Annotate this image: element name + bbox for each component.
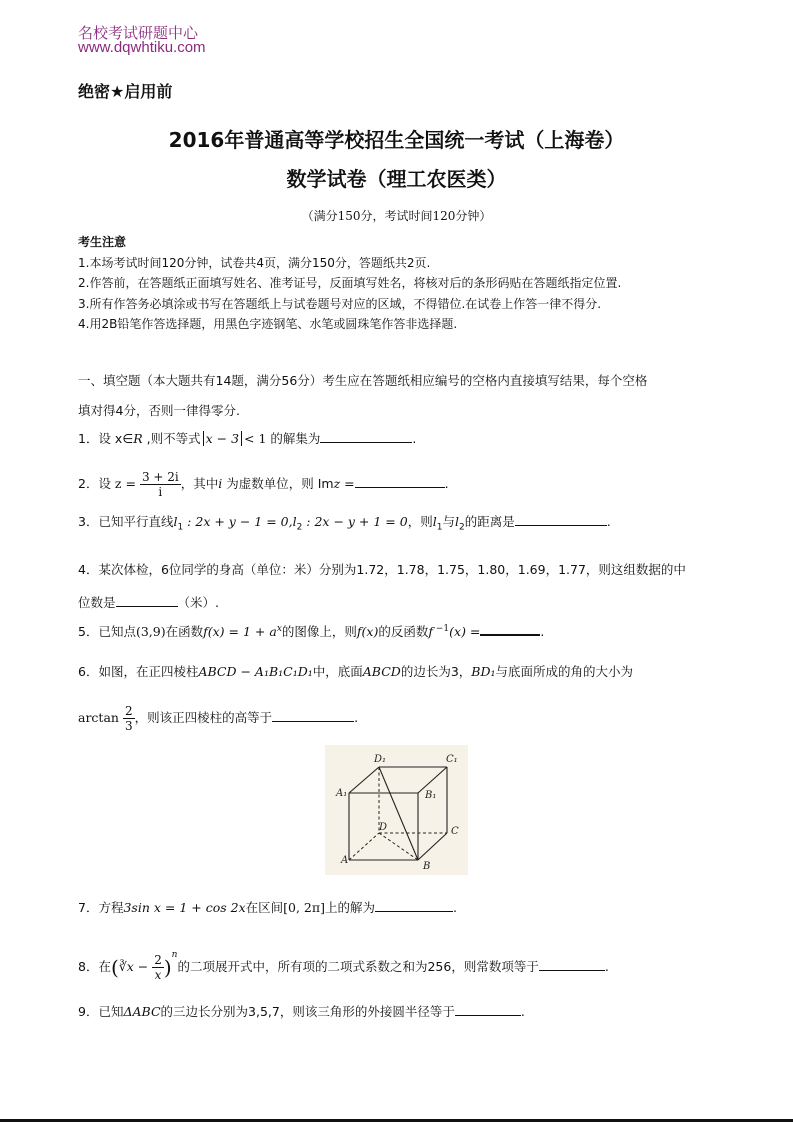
prism-diagram xyxy=(325,745,468,875)
secret-label: 绝密★启用前 xyxy=(78,82,173,101)
score-info: （满分150分，考试时间120分钟） xyxy=(301,209,492,223)
q-text: . xyxy=(412,431,417,446)
label-A: A xyxy=(341,855,349,866)
label-B1: B₁ xyxy=(425,790,437,801)
q-text: 已知平行直线 xyxy=(98,514,174,529)
q-text: （米）. xyxy=(177,595,219,610)
question-number: 3． xyxy=(78,514,99,529)
answer-blank[interactable] xyxy=(375,899,453,912)
edge-a1d1 xyxy=(349,767,379,793)
numerator: 2 xyxy=(154,953,162,967)
notes-item: 1.本场考试时间120分钟，试卷共4页，满分150分，答题纸共2页. xyxy=(78,255,431,270)
label-C: C xyxy=(451,826,459,837)
answer-blank[interactable] xyxy=(320,430,412,443)
math-l: l xyxy=(292,514,297,529)
function: (x) = xyxy=(449,624,481,639)
prism-figure xyxy=(325,745,468,875)
edge-ad xyxy=(349,833,379,860)
math-arctan: arctan xyxy=(78,710,119,725)
equation: : 2x − y + 1 = 0 xyxy=(302,514,408,529)
q-text: 与 xyxy=(442,514,455,529)
math-R: R xyxy=(133,431,143,446)
question-number: 8． xyxy=(78,959,99,974)
question-number: 1． xyxy=(78,431,99,446)
watermark-name: 名校考试研题中心 xyxy=(78,24,199,42)
notes-heading: 考生注意 xyxy=(78,235,127,249)
paren-open: ( xyxy=(110,955,119,980)
answer-blank[interactable] xyxy=(480,622,540,636)
q-text: 已知点 xyxy=(98,624,136,639)
q-text: 中，底面 xyxy=(312,664,363,679)
page-title: 2016年普通高等学校招生全国统一考试（上海卷） xyxy=(168,128,625,152)
q-text: ，则 xyxy=(407,514,433,529)
question-number: 2． xyxy=(78,476,99,491)
paren-close: ) xyxy=(163,955,172,980)
question-3 xyxy=(78,512,611,533)
q-text: 在函数 xyxy=(165,624,204,639)
question-5 xyxy=(78,622,544,640)
subscript: 2 xyxy=(458,522,465,533)
function: f xyxy=(428,624,433,639)
q-text: . xyxy=(606,514,611,529)
q-text: ，则该正四棱柱的高等于 xyxy=(134,710,273,725)
q-text: 的解集为 xyxy=(266,431,321,446)
q-text: 的边长为3， xyxy=(400,664,472,679)
q-text: 上的解为 xyxy=(324,900,375,915)
question-number: 5． xyxy=(78,624,99,639)
q-text: ,则不等式 xyxy=(142,431,201,446)
q-text: . xyxy=(540,624,545,639)
question-4 xyxy=(78,560,686,578)
question-9 xyxy=(78,1002,525,1020)
q-text: . xyxy=(444,476,449,491)
operator: − xyxy=(133,959,153,974)
label-B: B xyxy=(423,861,431,872)
q-text: 如图，在正四棱柱 xyxy=(98,664,199,679)
function: f(x) = 1 + a xyxy=(203,624,277,639)
q-text: 在 xyxy=(98,959,111,974)
abs-expression: x − 3 xyxy=(203,431,242,446)
answer-blank[interactable] xyxy=(272,709,354,722)
math-z: z xyxy=(333,476,341,491)
exam-notes xyxy=(78,232,621,335)
answer-blank[interactable] xyxy=(515,513,607,526)
q-text: 与底面所成的角的大小为 xyxy=(495,664,633,679)
q-text: . xyxy=(354,710,359,725)
exponent: n xyxy=(171,950,178,960)
watermark-url[interactable]: www.dqwhtiku.com xyxy=(78,39,206,56)
q-text: 设 z = xyxy=(98,476,140,491)
superscript: −1 xyxy=(433,623,450,634)
question-number: 4． xyxy=(78,562,99,577)
section-line: 填对得4分，否则一律得零分. xyxy=(78,403,240,418)
base-name: ABCD xyxy=(362,664,401,679)
label-D: D xyxy=(379,822,388,833)
q-text: 为虚数单位，则 Im xyxy=(222,476,334,491)
denominator: x xyxy=(154,968,162,982)
label-A1: A₁ xyxy=(336,788,348,799)
notes-item: 3.所有作答务必填涂或书写在答题纸上与试卷题号对应的区域，不得错位.在试卷上作答一律不得分. xyxy=(78,296,602,311)
answer-blank[interactable] xyxy=(455,1003,521,1016)
numerator: 2 xyxy=(124,704,133,718)
math-l: l xyxy=(454,514,459,529)
q-text: 方程 xyxy=(98,900,124,915)
label-D1: D₁ xyxy=(374,754,387,765)
subscript: 1 xyxy=(436,522,443,533)
answer-blank[interactable] xyxy=(116,594,178,607)
equation: 3sin x = 1 + cos 2x xyxy=(123,900,246,915)
q-text: ，其中 xyxy=(180,476,219,491)
q-text: . xyxy=(452,900,457,915)
q-text: . xyxy=(520,1004,525,1019)
q-text: 的图像上，则 xyxy=(281,624,357,639)
question-4-line2 xyxy=(78,593,219,611)
cube-root: ∛x xyxy=(118,959,134,974)
q-text: = xyxy=(340,476,355,491)
question-1 xyxy=(78,429,416,447)
question-number: 9． xyxy=(78,1004,99,1019)
denominator: i xyxy=(158,485,163,499)
prism-name: ABCD − A₁B₁C₁D₁ xyxy=(198,664,313,679)
fraction xyxy=(152,953,164,982)
question-number: 6． xyxy=(78,664,99,679)
interval: [0, 2π] xyxy=(283,900,325,915)
q-text: . xyxy=(604,959,609,974)
q-text: 在区间 xyxy=(245,900,284,915)
function: f(x) xyxy=(356,624,379,639)
page-subtitle: 数学试卷（理工农医类） xyxy=(286,167,507,191)
question-6 xyxy=(78,662,633,680)
equation: : 2x + y − 1 = 0, xyxy=(183,514,293,529)
q-text: 的二项展开式中，所有项的二项式系数之和为256，则常数项等于 xyxy=(177,959,539,974)
point: (3,9) xyxy=(135,624,166,639)
math-l: l xyxy=(432,514,437,529)
denominator: 3 xyxy=(124,719,133,733)
section-one-heading xyxy=(78,366,728,426)
fraction xyxy=(140,470,181,499)
subscript: 2 xyxy=(296,522,303,533)
q-text: 的反函数 xyxy=(378,624,429,639)
notes-item: 2.作答前，在答题纸正面填写姓名、准考证号，反面填写姓名，将核对后的条形码贴在答题纸指定位置. xyxy=(78,276,622,290)
question-6-line2 xyxy=(78,704,358,733)
q-text: 位数是 xyxy=(78,595,116,610)
notes-item: 4.用2B铅笔作答选择题，用黑色字迹钢笔、水笔或圆珠笔作答非选择题. xyxy=(78,317,458,331)
math-l: l xyxy=(173,514,178,529)
label-C1: C₁ xyxy=(446,754,458,765)
math-text: < 1 xyxy=(244,431,267,446)
q-text: 的三边长分别为3,5,7，则该三角形的外接圆半径等于 xyxy=(160,1004,455,1019)
q-text: 某次体检，6位同学的身高（单位：米）分别为1.72，1.78，1.75，1.80，1.69，1.77，则这组数据的中 xyxy=(98,562,686,577)
answer-blank[interactable] xyxy=(355,475,445,488)
question-2 xyxy=(78,470,449,499)
numerator: 3 + 2i xyxy=(141,470,179,484)
math-i: i xyxy=(218,476,223,491)
question-number: 7． xyxy=(78,900,99,915)
q-text: 的距离是 xyxy=(464,514,515,529)
question-8 xyxy=(78,950,609,982)
q-text: 已知 xyxy=(98,1004,124,1019)
edge-bc xyxy=(418,833,447,860)
triangle-name: ΔABC xyxy=(123,1004,161,1019)
fraction xyxy=(123,704,135,733)
question-7 xyxy=(78,898,457,916)
subscript: 1 xyxy=(177,522,184,533)
superscript: x xyxy=(276,623,282,634)
segment-name: BD₁ xyxy=(471,664,496,679)
q-text: 设 x∈ xyxy=(98,431,134,446)
answer-blank[interactable] xyxy=(539,958,605,971)
section-line: 一、填空题（本大题共有14题，满分56分）考生应在答题纸相应编号的空格内直接填写结果，每个空格 xyxy=(78,373,648,388)
